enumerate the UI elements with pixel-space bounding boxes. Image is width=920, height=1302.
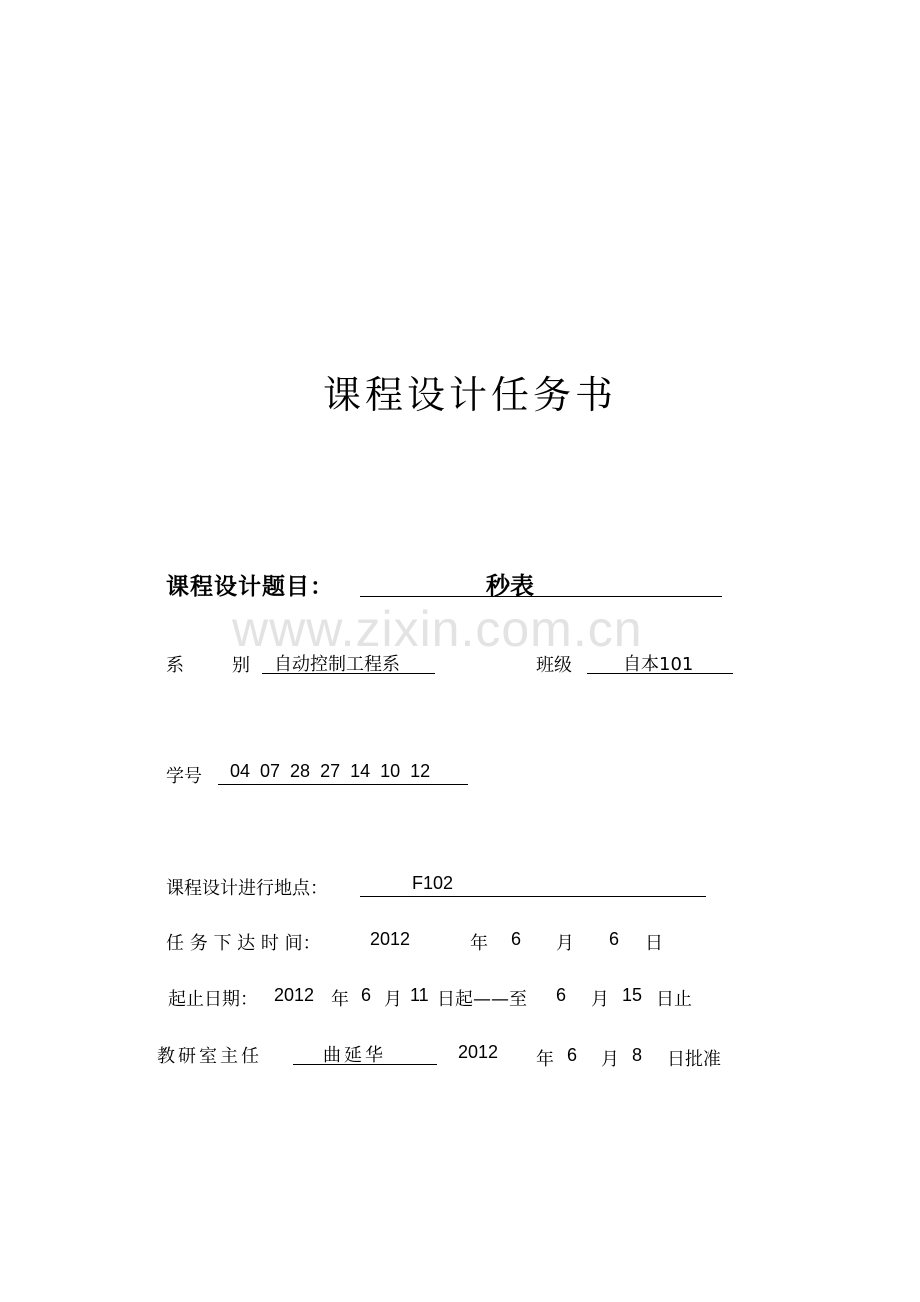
issue-year: 2012 — [370, 929, 411, 949]
department-value: 自动控制工程系 — [274, 654, 400, 675]
department-underline — [262, 649, 435, 674]
location-value: F102 — [412, 873, 454, 893]
approval-month-unit: 月 — [601, 1049, 619, 1070]
department-label-2: 别 — [232, 655, 250, 676]
class-underline — [587, 649, 733, 674]
period-end-suffix: 日止 — [656, 989, 692, 1010]
issue-month: 6 — [511, 929, 522, 949]
approval-year: 2012 — [458, 1042, 499, 1062]
topic-label: 课程设计题目： — [166, 574, 334, 600]
period-label: 起止日期： — [168, 989, 258, 1010]
issue-year-unit: 年 — [470, 933, 488, 954]
period-end-month-unit: 月 — [591, 989, 609, 1010]
issue-day: 6 — [609, 929, 620, 949]
approval-day: 8 — [632, 1045, 643, 1065]
approval-label: 教研室主任 — [157, 1046, 262, 1067]
location-underline — [360, 872, 706, 897]
period-month-unit: 月 — [384, 989, 402, 1010]
approval-underline — [293, 1040, 437, 1065]
period-start-day: 11 — [410, 985, 429, 1005]
issue-month-unit: 月 — [556, 933, 574, 954]
topic-value: 秒表 — [486, 572, 534, 600]
approval-year-unit: 年 — [536, 1049, 554, 1070]
period-start-month: 6 — [361, 985, 372, 1005]
watermark: www.zixin.com.cn — [232, 601, 643, 657]
student-id-value: 04 07 28 27 14 10 12 — [230, 761, 431, 781]
issue-day-unit: 日 — [645, 933, 663, 954]
issue-time-label: 任 务 下 达 时 间： — [166, 933, 321, 954]
approval-suffix: 日批准 — [667, 1049, 721, 1070]
location-label: 课程设计进行地点： — [166, 878, 328, 899]
student-id-underline — [218, 760, 468, 785]
topic-underline — [360, 566, 722, 600]
period-start-suffix: 日起——至 — [437, 989, 527, 1010]
document-title: 课程设计任务书 — [322, 373, 617, 417]
class-value: 自本101 — [623, 654, 694, 675]
period-end-month: 6 — [556, 985, 567, 1005]
approval-name: 曲延华 — [323, 1045, 386, 1066]
class-label: 班级 — [536, 655, 572, 676]
period-end-day: 15 — [622, 985, 643, 1005]
approval-month: 6 — [567, 1045, 578, 1065]
period-start-year: 2012 — [274, 985, 315, 1005]
department-label-1: 系 — [166, 655, 184, 676]
student-id-label: 学号 — [166, 766, 202, 787]
period-year-unit: 年 — [331, 989, 349, 1010]
